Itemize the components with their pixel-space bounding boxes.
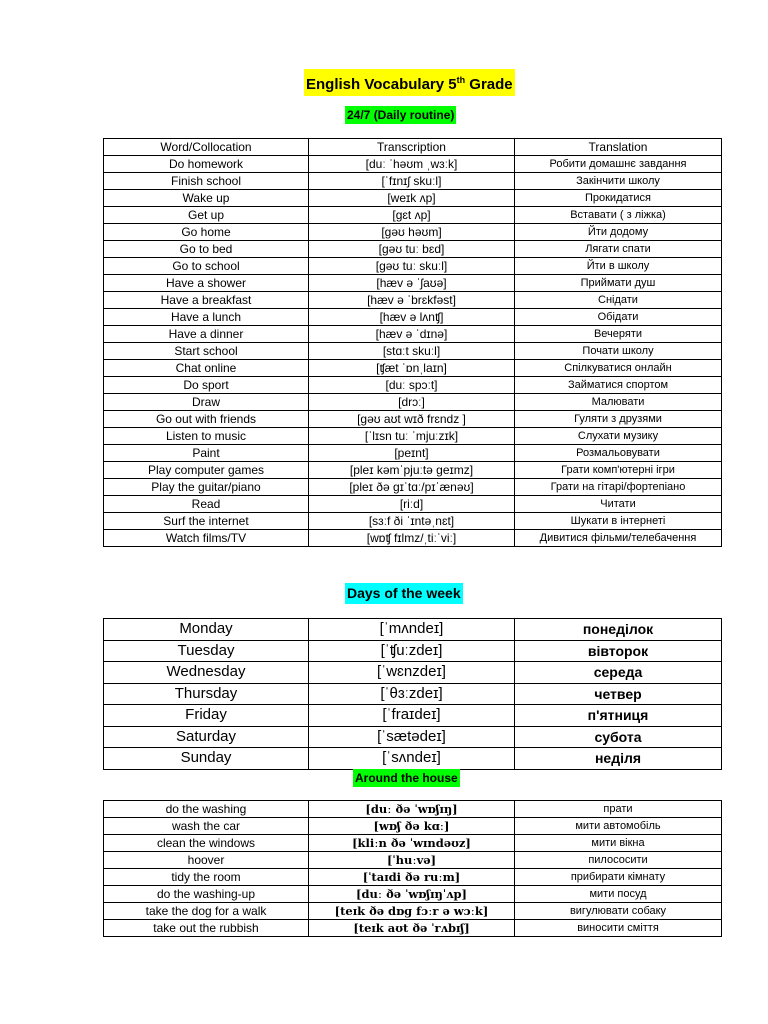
cell-word: Have a shower: [104, 275, 309, 292]
section-heading-house: Around the house: [355, 771, 458, 785]
cell-transcription: [ˈʧuːzdeɪ]: [309, 640, 515, 662]
cell-translation: середа: [515, 662, 722, 684]
table-row: [104, 428, 722, 445]
table-row: [104, 726, 722, 748]
cell-word: Get up: [104, 207, 309, 224]
cell-word: clean the windows: [104, 835, 309, 852]
cell-word: take the dog for a walk: [104, 903, 309, 920]
section-heading-days: Days of the week: [345, 583, 463, 604]
table-row: [104, 479, 722, 496]
cell-translation: виносити сміття: [515, 920, 722, 937]
table-row: [104, 309, 722, 326]
cell-word: Go home: [104, 224, 309, 241]
cell-word: do the washing-up: [104, 886, 309, 903]
cell-transcription: [hæv ə lʌnʧ]: [309, 309, 515, 326]
table-row: [104, 818, 722, 835]
cell-word: Wake up: [104, 190, 309, 207]
cell-translation: вигулювати собаку: [515, 903, 722, 920]
table-row: [104, 705, 722, 727]
cell-word: Draw: [104, 394, 309, 411]
cell-transcription: [ɡəʊ tuː bɛd]: [309, 241, 515, 258]
table-row: [104, 241, 722, 258]
cell-translation: п'ятниця: [515, 705, 722, 727]
cell-translation: Розмальовувати: [515, 445, 722, 462]
cell-transcription: [ˈmʌndeɪ]: [309, 619, 515, 641]
cell-word: Friday: [104, 705, 309, 727]
cell-word: Listen to music: [104, 428, 309, 445]
cell-translation: понеділок: [515, 619, 722, 641]
table-row: [104, 224, 722, 241]
cell-transcription: [duː ˈhəʊm ˌwɜːk]: [309, 156, 515, 173]
cell-transcription: [duː ðə ˈwɒʃɪŋˈʌp]: [309, 886, 515, 903]
cell-transcription: [riːd]: [309, 496, 515, 513]
table-row: [104, 258, 722, 275]
cell-word: Read: [104, 496, 309, 513]
cell-transcription: [ɡəʊ aʊt wɪð frɛndz ]: [309, 411, 515, 428]
table-row: [104, 173, 722, 190]
cell-word: Have a breakfast: [104, 292, 309, 309]
table-row: [104, 640, 722, 662]
cell-translation: Почати школу: [515, 343, 722, 360]
table-row: [104, 156, 722, 173]
cell-transcription: [duː ðə ˈwɒʃɪŋ]: [309, 801, 515, 818]
cell-translation: Йти додому: [515, 224, 722, 241]
page-title: English Vocabulary 5th Grade: [304, 69, 515, 96]
table-row: [104, 619, 722, 641]
cell-transcription: [kliːn ðə ˈwɪndəʊz]: [309, 835, 515, 852]
cell-word: wash the car: [104, 818, 309, 835]
cell-translation: неділя: [515, 748, 722, 770]
section-heading-daily-routine: 24/7 (Daily routine): [347, 108, 455, 122]
cell-word: Wednesday: [104, 662, 309, 684]
cell-word: do the washing: [104, 801, 309, 818]
cell-word: tidy the room: [104, 869, 309, 886]
cell-word: Play the guitar/piano: [104, 479, 309, 496]
cell-word: Go to bed: [104, 241, 309, 258]
table-row: [104, 852, 722, 869]
cell-translation: Читати: [515, 496, 722, 513]
table-row: [104, 343, 722, 360]
cell-word: take out the rubbish: [104, 920, 309, 937]
cell-transcription: [ˈtaɪdi ðə ruːm]: [309, 869, 515, 886]
cell-transcription: [ɡəʊ həʊm]: [309, 224, 515, 241]
cell-translation: Прокидатися: [515, 190, 722, 207]
cell-transcription: [stɑːt skuːl]: [309, 343, 515, 360]
cell-translation: Малювати: [515, 394, 722, 411]
cell-transcription: [peɪnt]: [309, 445, 515, 462]
table-row: [104, 275, 722, 292]
cell-word: Finish school: [104, 173, 309, 190]
cell-word: Go to school: [104, 258, 309, 275]
cell-transcription: [ɡəʊ tuː skuːl]: [309, 258, 515, 275]
cell-translation: Робити домашнє завдання: [515, 156, 722, 173]
cell-word: Monday: [104, 619, 309, 641]
cell-word: Thursday: [104, 683, 309, 705]
cell-word: Go out with friends: [104, 411, 309, 428]
table-row: [104, 835, 722, 852]
cell-translation: Дивитися фільми/телебачення: [515, 530, 722, 547]
cell-translation: Спілкуватися онлайн: [515, 360, 722, 377]
cell-translation: Приймати душ: [515, 275, 722, 292]
cell-translation: четвер: [515, 683, 722, 705]
cell-word: Play computer games: [104, 462, 309, 479]
cell-translation: прати: [515, 801, 722, 818]
cell-word: Sunday: [104, 748, 309, 770]
cell-word: Chat online: [104, 360, 309, 377]
cell-transcription: [ˈfɪnɪʃ skuːl]: [309, 173, 515, 190]
cell-word: Do sport: [104, 377, 309, 394]
table-row: [104, 801, 722, 818]
cell-word: Saturday: [104, 726, 309, 748]
cell-translation: Грати комп'ютерні ігри: [515, 462, 722, 479]
table-row: [104, 903, 722, 920]
table-row: [104, 513, 722, 530]
cell-transcription: [wɒʃ ðə kɑː]: [309, 818, 515, 835]
table-row: [104, 462, 722, 479]
cell-word: Watch films/TV: [104, 530, 309, 547]
daily-routine-table: [103, 138, 722, 547]
cell-translation: Займатися спортом: [515, 377, 722, 394]
cell-translation: пилососити: [515, 852, 722, 869]
table-row: [104, 748, 722, 770]
cell-word: Tuesday: [104, 640, 309, 662]
table-row: [104, 869, 722, 886]
cell-transcription: [hæv ə ˈdɪnə]: [309, 326, 515, 343]
cell-transcription: [teɪk ðə dɒɡ fɔːr ə wɔːk]: [309, 903, 515, 920]
table-row: [104, 360, 722, 377]
cell-transcription: [ˈhuːvə]: [309, 852, 515, 869]
cell-transcription: [ˈsʌndeɪ]: [309, 748, 515, 770]
column-header-word: Word/Collocation: [104, 139, 309, 156]
cell-transcription: [wɒʧ fɪlmz/ˌtiːˈviː]: [309, 530, 515, 547]
cell-transcription: [ˈfraɪdeɪ]: [309, 705, 515, 727]
cell-translation: Слухати музику: [515, 428, 722, 445]
cell-transcription: [ˈθɜːzdeɪ]: [309, 683, 515, 705]
days-table: [103, 618, 722, 770]
cell-transcription: [teɪk aʊt ðə ˈrʌbɪʃ]: [309, 920, 515, 937]
cell-translation: субота: [515, 726, 722, 748]
table-row: [104, 292, 722, 309]
cell-translation: мити посуд: [515, 886, 722, 903]
column-header-transcription: Transcription: [309, 139, 515, 156]
cell-translation: Обідати: [515, 309, 722, 326]
table-header-row: [104, 139, 722, 156]
cell-word: Start school: [104, 343, 309, 360]
cell-translation: Шукати в інтернеті: [515, 513, 722, 530]
cell-word: Have a lunch: [104, 309, 309, 326]
table-row: [104, 326, 722, 343]
cell-translation: Вечеряти: [515, 326, 722, 343]
cell-word: Paint: [104, 445, 309, 462]
cell-transcription: [ˈsætədeɪ]: [309, 726, 515, 748]
cell-translation: Вставати ( з ліжка): [515, 207, 722, 224]
table-row: [104, 190, 722, 207]
cell-transcription: [drɔː]: [309, 394, 515, 411]
cell-translation: Снідати: [515, 292, 722, 309]
cell-word: Surf the internet: [104, 513, 309, 530]
cell-translation: вівторок: [515, 640, 722, 662]
cell-transcription: [weɪk ʌp]: [309, 190, 515, 207]
cell-translation: мити автомобіль: [515, 818, 722, 835]
cell-word: hoover: [104, 852, 309, 869]
cell-transcription: [ˈlɪsn tuː ˈmjuːzɪk]: [309, 428, 515, 445]
cell-translation: мити вікна: [515, 835, 722, 852]
cell-transcription: [pleɪ kəmˈpjuːtə ɡeɪmz]: [309, 462, 515, 479]
cell-transcription: [ˈwɛnzdeɪ]: [309, 662, 515, 684]
cell-translation: Грати на гітарі/фортепіано: [515, 479, 722, 496]
table-row: [104, 445, 722, 462]
cell-translation: Йти в школу: [515, 258, 722, 275]
cell-translation: Закінчити школу: [515, 173, 722, 190]
table-row: [104, 411, 722, 428]
cell-transcription: [ʧæt ˈɒnˌlaɪn]: [309, 360, 515, 377]
table-row: [104, 662, 722, 684]
table-row: [104, 394, 722, 411]
cell-word: Have a dinner: [104, 326, 309, 343]
table-row: [104, 207, 722, 224]
cell-transcription: [duː spɔːt]: [309, 377, 515, 394]
cell-transcription: [sɜːf ði ˈɪntəˌnɛt]: [309, 513, 515, 530]
table-row: [104, 683, 722, 705]
table-row: [104, 886, 722, 903]
cell-translation: Лягати спати: [515, 241, 722, 258]
cell-transcription: [pleɪ ðə ɡɪˈtɑː/pɪˈænəʊ]: [309, 479, 515, 496]
cell-translation: прибирати кімнату: [515, 869, 722, 886]
cell-transcription: [ɡɛt ʌp]: [309, 207, 515, 224]
table-row: [104, 377, 722, 394]
table-row: [104, 496, 722, 513]
cell-word: Do homework: [104, 156, 309, 173]
table-row: [104, 530, 722, 547]
table-row: [104, 920, 722, 937]
column-header-translation: Translation: [515, 139, 722, 156]
cell-translation: Гуляти з друзями: [515, 411, 722, 428]
cell-transcription: [hæv ə ˈʃaʊə]: [309, 275, 515, 292]
cell-transcription: [hæv ə ˈbrɛkfəst]: [309, 292, 515, 309]
house-table: [103, 800, 722, 937]
